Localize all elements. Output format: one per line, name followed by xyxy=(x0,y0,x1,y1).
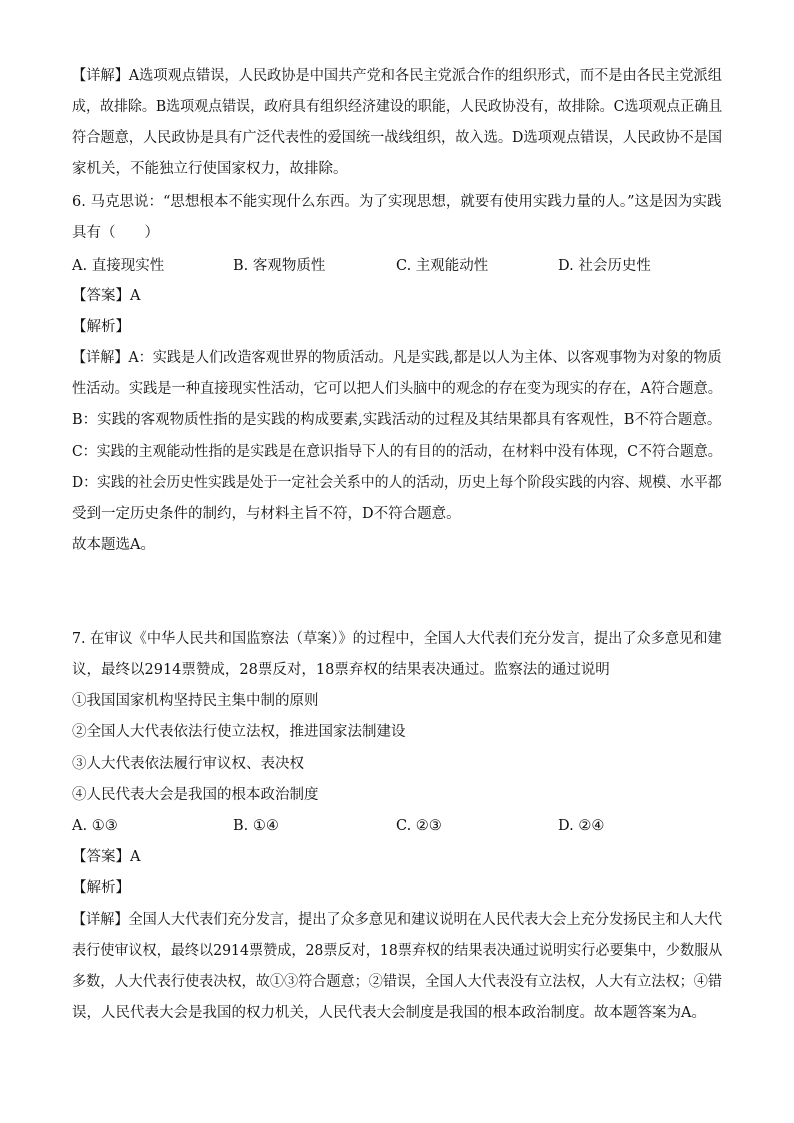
q6-option-b: B. 客观物质性 xyxy=(233,258,326,274)
q7-detail-line: 误，人民代表大会是我国的权力机关，人民代表大会制度是我国的根本政治制度。故本题答案为A。 xyxy=(72,1005,706,1021)
q7-statement-4: ④人民代表大会是我国的根本政治制度 xyxy=(72,787,319,803)
q6-conclusion: 故本题选A。 xyxy=(72,537,155,553)
q7-stem-line: 议，最终以2914票赞成，28票反对，18票弃权的结果表决通过。监察法的通过说明 xyxy=(72,662,610,678)
q7-stem-line: 7. 在审议《中华人民共和国监察法（草案）》的过程中，全国人大代表们充分发言，提出了众多意见和建 xyxy=(72,631,722,647)
q5-detail-line: 成，故排除。B选项观点错误，政府具有组织经济建设的职能，人民政协没有，故排除。C选项观点正确且 xyxy=(72,99,723,115)
q7-detail-line: 表行使审议权，最终以2914票赞成，28票反对，18票弃权的结果表决通过说明实行必要集中，少数服从 xyxy=(72,943,723,959)
q6-detail-line: D：实践的社会历史性实践是处于一定社会关系中的人的活动，历史上每个阶段实践的内容、规模、水平都 xyxy=(72,475,722,491)
q6-option-c: C. 主观能动性 xyxy=(396,258,489,274)
q6-stem-line: 6. 马克思说：“思想根本不能实现什么东西。为了实现思想，就要有使用实践力量的人。”这是因为实践 xyxy=(72,194,722,210)
q6-detail-line: 【详解】A：实践是人们改造客观世界的物质活动。凡是实践,都是以人为主体、以客观事物为对象的物质 xyxy=(72,350,722,366)
q7-option-d: D. ②④ xyxy=(558,818,605,834)
q6-answer: 【答案】A xyxy=(72,288,141,304)
q5-detail-line: 符合题意，人民政协是具有广泛代表性的爱国统一战线组织，故入选。D选项观点错误，人民政协不是国 xyxy=(72,130,723,146)
q5-detail-line: 家机关，不能独立行使国家权力，故排除。 xyxy=(72,161,348,177)
q7-statement-3: ③人大代表依法履行审议权、表决权 xyxy=(72,756,304,772)
q6-detail-line: B：实践的客观物质性指的是实践的构成要素,实践活动的过程及其结果都具有客观性，B不符合题意。 xyxy=(72,412,722,428)
q7-analysis-heading: 【解析】 xyxy=(72,880,130,896)
q6-analysis-heading: 【解析】 xyxy=(72,319,130,335)
q6-option-d: D. 社会历史性 xyxy=(558,258,651,274)
q7-option-c: C. ②③ xyxy=(396,818,442,834)
q7-detail-line: 多数，人大代表行使表决权，故①③符合题意；②错误，全国人大代表没有立法权，人大有立法权；④错 xyxy=(72,974,722,990)
q7-statement-2: ②全国人大代表依法行使立法权，推进国家法制建设 xyxy=(72,724,406,740)
q6-option-a: A. 直接现实性 xyxy=(72,258,165,274)
q7-statement-1: ①我国国家机构坚持民主集中制的原则 xyxy=(72,693,319,709)
q7-option-b: B. ①④ xyxy=(233,818,279,834)
q5-detail-line: 【详解】A选项观点错误，人民政协是中国共产党和各民主党派合作的组织形式，而不是由各民主党派组 xyxy=(72,68,722,84)
q6-detail-line: C：实践的主观能动性指的是实践是在意识指导下人的有目的的活动，在材料中没有体现，C不符合题意。 xyxy=(72,444,722,460)
q7-answer: 【答案】A xyxy=(72,849,141,865)
q6-detail-line: 受到一定历史条件的制约，与材料主旨不符，D不符合题意。 xyxy=(72,506,461,522)
q6-detail-line: 性活动。实践是一种直接现实性活动，它可以把人们头脑中的观念的存在变为现实的存在，A符合题意。 xyxy=(72,381,722,397)
q7-option-a: A. ①③ xyxy=(72,818,118,834)
q6-stem-line: 具有（ ） xyxy=(72,225,159,241)
q7-detail-line: 【详解】全国人大代表们充分发言，提出了众多意见和建议说明在人民代表大会上充分发扬民主和人大代 xyxy=(72,912,722,928)
